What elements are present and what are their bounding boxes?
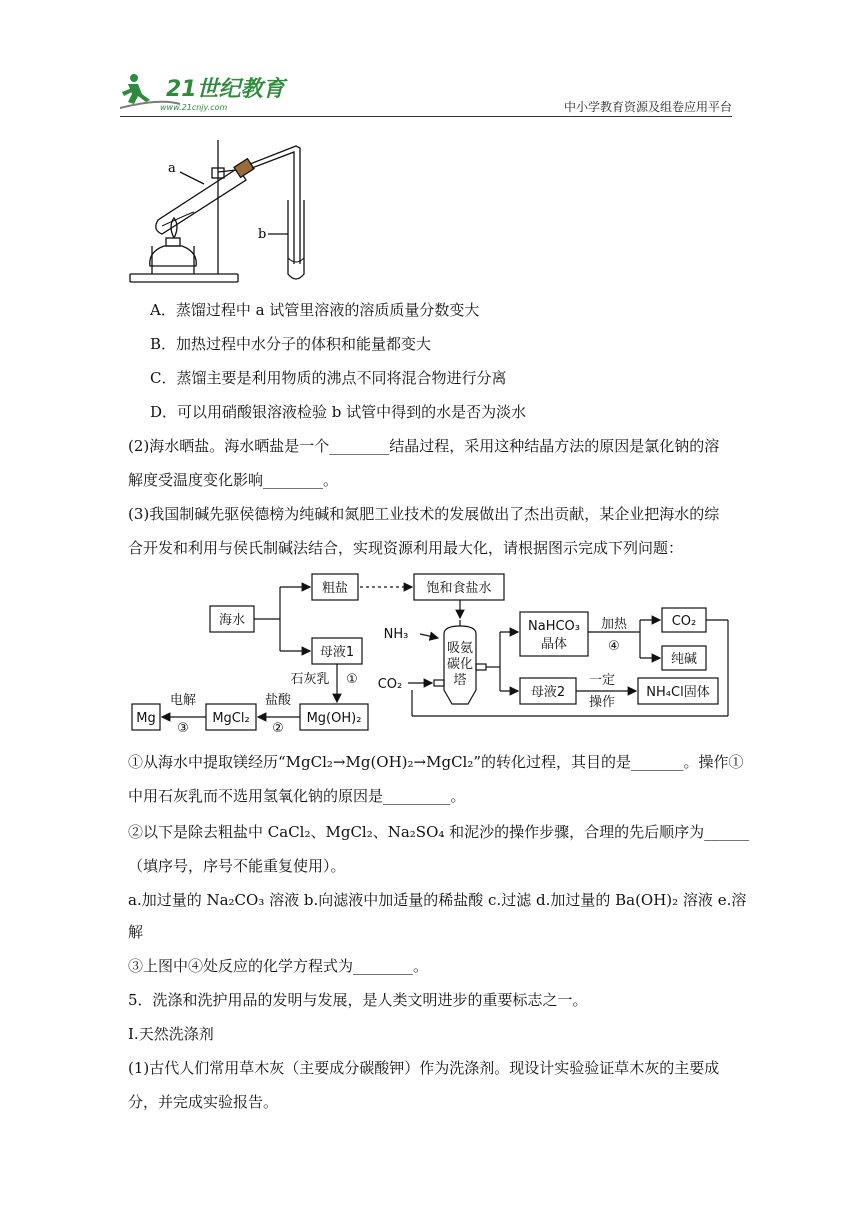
test-tube-a bbox=[156, 168, 246, 234]
label-tower-3: 塔 bbox=[453, 673, 467, 688]
label-hcl: 盐酸 bbox=[264, 693, 292, 708]
label-co2-out: CO₂ bbox=[671, 614, 697, 629]
label-nh4cl: NH₄Cl固体 bbox=[646, 685, 710, 700]
option-b: B．加热过程中水分子的体积和能量都变大 bbox=[150, 335, 432, 353]
platform-name: 中小学教育资源及组卷应用平台 bbox=[563, 100, 732, 114]
label-crystal: 晶体 bbox=[540, 637, 568, 652]
stand-base bbox=[130, 274, 238, 282]
logo bbox=[120, 70, 290, 114]
label-tower-1: 吸氨 bbox=[446, 641, 474, 656]
label-nahco3: NaHCO₃ bbox=[528, 619, 580, 634]
logo-main-text: 21世纪教育 bbox=[166, 77, 285, 102]
sub2-line-2: （填序号，序号不能重复使用）。 bbox=[128, 857, 346, 875]
label-mother-liquor-2: 母液2 bbox=[530, 685, 566, 700]
sub1-line-2: 中用石灰乳而不选用氢氧化钠的原因是_________。 bbox=[128, 787, 466, 805]
q2-line-1: (2)海水晒盐。海水晒盐是一个________结晶过程，采用这种结晶方法的原因是氯化钠的溶 bbox=[128, 437, 720, 455]
label-lime-milk: 石灰乳 bbox=[290, 672, 330, 687]
sub2-line-4: 解 bbox=[128, 923, 144, 941]
label-mg: Mg bbox=[136, 711, 156, 726]
label-operation: 操作 bbox=[588, 695, 616, 710]
logo-url-text: www.21cnjy.com bbox=[160, 103, 228, 112]
q5-title: 5．洗涤和洗护用品的发明与发展，是人类文明进步的重要标志之一。 bbox=[128, 991, 588, 1009]
label-certain: 一定 bbox=[588, 673, 616, 688]
option-a: A．蒸馏过程中 a 试管里溶液的溶质质量分数变大 bbox=[150, 301, 480, 319]
label-step-1: ① bbox=[346, 672, 358, 687]
label-a: a bbox=[168, 161, 176, 176]
label-nh3: NH₃ bbox=[383, 627, 409, 642]
option-d: D．可以用硝酸银溶液检验 b 试管中得到的水是否为淡水 bbox=[150, 403, 527, 421]
test-tube-b bbox=[288, 200, 304, 279]
label-tower-2: 碳化 bbox=[446, 657, 474, 672]
alcohol-burner bbox=[150, 246, 196, 266]
stopper bbox=[234, 159, 254, 178]
label-seawater: 海水 bbox=[218, 613, 246, 628]
label-heat: 加热 bbox=[600, 617, 628, 632]
sub2-line-1: ②以下是除去粗盐中 CaCl₂、MgCl₂、Na₂SO₄ 和泥沙的操作步骤，合理的先后顺序为______ bbox=[128, 823, 750, 841]
header-divider bbox=[120, 116, 732, 117]
label-b: b bbox=[258, 227, 267, 242]
q3-line-2: 合开发和利用与侯氏制碱法结合，实现资源利用最大化，请根据图示完成下列问题： bbox=[128, 539, 684, 557]
label-electrolysis: 电解 bbox=[169, 693, 197, 708]
label-soda: 纯碱 bbox=[670, 652, 698, 667]
q5-line-2: 分，并完成实验报告。 bbox=[128, 1093, 279, 1111]
label-step-2: ② bbox=[272, 721, 284, 732]
label-saturated-brine: 饱和食盐水 bbox=[426, 581, 492, 596]
page-header bbox=[120, 60, 732, 120]
label-crude-salt: 粗盐 bbox=[321, 581, 349, 596]
sub1-line-1: ①从海水中提取镁经历“MgCl₂→Mg(OH)₂→MgCl₂”的转化过程，其目的是_______。操作① bbox=[128, 753, 744, 771]
label-mother-liquor-1: 母液1 bbox=[319, 645, 355, 660]
label-step-4: ④ bbox=[608, 639, 620, 654]
distillation-apparatus bbox=[128, 134, 328, 288]
label-mgcl2: MgCl₂ bbox=[212, 711, 250, 726]
sub2-line-3: a.加过量的 Na₂CO₃ 溶液 b.向滤液中加适量的稀盐酸 c.过滤 d.加过量的 Ba(OH)₂ 溶液 e.溶 bbox=[128, 891, 747, 909]
q2-line-2: 解度受温度变化影响________。 bbox=[128, 471, 339, 489]
sub3-line: ③上图中④处反应的化学方程式为________。 bbox=[128, 957, 429, 975]
delivery-tube bbox=[250, 146, 300, 264]
option-c: C．蒸馏主要是利用物质的沸点不同将混合物进行分离 bbox=[150, 369, 507, 387]
label-co2-in: CO₂ bbox=[377, 677, 403, 692]
q5-line-1: (1)古代人们常用草木灰（主要成分碳酸钾）作为洗涤剂。现设计实验验证草木灰的主要成 bbox=[128, 1059, 720, 1077]
q5-section: I.天然洗涤剂 bbox=[128, 1025, 214, 1043]
q3-line-1: (3)我国制碱先驱侯德榜为纯碱和氮肥工业技术的发展做出了杰出贡献，某企业把海水的综 bbox=[128, 505, 720, 523]
process-flow-diagram bbox=[130, 566, 734, 732]
label-step-3: ③ bbox=[177, 721, 189, 732]
label-mgoh2: Mg(OH)₂ bbox=[306, 711, 362, 726]
